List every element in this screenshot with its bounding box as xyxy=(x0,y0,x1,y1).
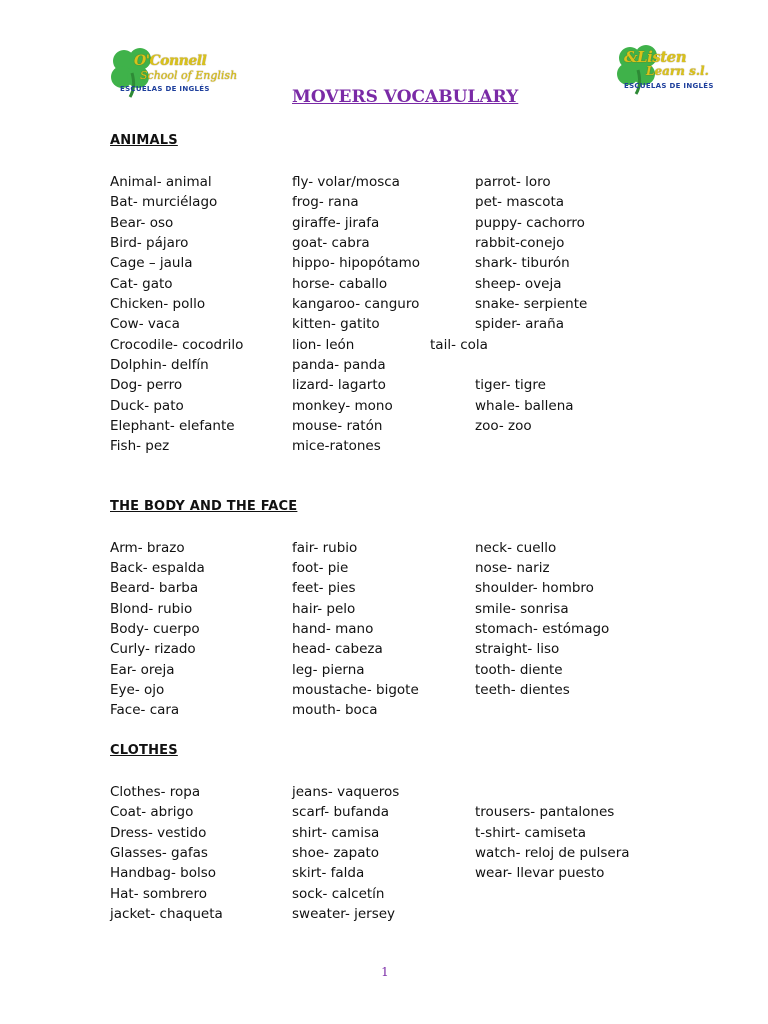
vocab-entry: Crocodile- cocodrilo xyxy=(110,337,244,353)
vocab-entry: Glasses- gafas xyxy=(110,845,208,861)
vocab-entry: shark- tiburón xyxy=(475,255,570,271)
vocab-entry: whale- ballena xyxy=(475,398,574,414)
vocab-entry: Fish- pez xyxy=(110,438,170,454)
section-heading-body-face: THE BODY AND THE FACE xyxy=(110,499,298,514)
vocab-entry: monkey- mono xyxy=(292,398,393,414)
logo-left-line2: School of English xyxy=(140,69,238,82)
vocab-entry: tail- cola xyxy=(430,337,488,353)
vocab-entry: Back- espalda xyxy=(110,560,205,576)
list-item xyxy=(0,315,768,333)
vocab-entry: leg- pierna xyxy=(292,662,365,678)
vocab-entry: teeth- dientes xyxy=(475,682,570,698)
vocab-entry: Coat- abrigo xyxy=(110,804,194,820)
list-item xyxy=(0,824,768,842)
vocab-entry: shoulder- hombro xyxy=(475,580,594,596)
list-item xyxy=(0,844,768,862)
vocab-entry: skirt- falda xyxy=(292,865,365,881)
vocab-entry: Ear- oreja xyxy=(110,662,175,678)
list-item xyxy=(0,397,768,415)
list-item xyxy=(0,376,768,394)
vocab-entry: lizard- lagarto xyxy=(292,377,386,393)
list-item xyxy=(0,539,768,557)
vocab-entry: hippo- hipopótamo xyxy=(292,255,421,271)
list-item xyxy=(0,254,768,272)
list-item xyxy=(0,803,768,821)
vocab-entry: lion- león xyxy=(292,337,355,353)
vocab-entry: Duck- pato xyxy=(110,398,184,414)
vocab-entry: Blond- rubio xyxy=(110,601,193,617)
vocab-entry: Dolphin- delfín xyxy=(110,357,209,373)
list-item xyxy=(0,783,768,801)
vocab-entry: scarf- bufanda xyxy=(292,804,390,820)
vocab-entry: neck- cuello xyxy=(475,540,557,556)
vocab-entry: foot- pie xyxy=(292,560,349,576)
page-title: MOVERS VOCABULARY xyxy=(292,87,519,107)
list-item xyxy=(0,681,768,699)
logo-right-line2: Learn s.l. xyxy=(646,64,709,78)
vocab-entry: Chicken- pollo xyxy=(110,296,206,312)
vocab-entry: goat- cabra xyxy=(292,235,370,251)
vocab-entry: kangaroo- canguro xyxy=(292,296,420,312)
vocab-entry: head- cabeza xyxy=(292,641,383,657)
vocab-entry: Elephant- elefante xyxy=(110,418,235,434)
vocab-entry: Clothes- ropa xyxy=(110,784,201,800)
vocab-entry: Beard- barba xyxy=(110,580,199,596)
vocab-entry: mouth- boca xyxy=(292,702,378,718)
vocab-entry: wear- llevar puesto xyxy=(475,865,605,881)
oconnell-logo xyxy=(110,47,238,99)
list-item xyxy=(0,600,768,618)
vocab-entry: shoe- zapato xyxy=(292,845,380,861)
vocab-entry: moustache- bigote xyxy=(292,682,419,698)
vocab-entry: fair- rubio xyxy=(292,540,358,556)
vocab-entry: watch- reloj de pulsera xyxy=(475,845,630,861)
vocab-entry: jeans- vaqueros xyxy=(292,784,400,800)
list-item xyxy=(0,214,768,232)
vocab-entry: Cat- gato xyxy=(110,276,173,292)
vocab-entry: puppy- cachorro xyxy=(475,215,585,231)
vocab-entry: shirt- camisa xyxy=(292,825,380,841)
section-heading-clothes: CLOTHES xyxy=(110,743,178,758)
vocab-entry: mice-ratones xyxy=(292,438,381,454)
vocab-entry: kitten- gatito xyxy=(292,316,380,332)
vocab-entry: t-shirt- camiseta xyxy=(475,825,587,841)
list-item xyxy=(0,579,768,597)
list-item xyxy=(0,905,768,923)
vocab-entry: Bird- pájaro xyxy=(110,235,189,251)
vocab-entry: straight- liso xyxy=(475,641,560,657)
vocab-entry: giraffe- jirafa xyxy=(292,215,380,231)
vocab-entry: sock- calcetín xyxy=(292,886,385,902)
list-item xyxy=(0,640,768,658)
vocab-entry: jacket- chaqueta xyxy=(110,906,223,922)
list-item xyxy=(0,336,768,354)
vocab-entry: stomach- estómago xyxy=(475,621,610,637)
logo-left-sub: ESCUELAS DE INGLÉS xyxy=(120,85,210,93)
vocab-entry: Face- cara xyxy=(110,702,180,718)
vocab-entry: Eye- ojo xyxy=(110,682,165,698)
list-item xyxy=(0,559,768,577)
vocab-entry: Handbag- bolso xyxy=(110,865,216,881)
vocab-entry: panda- panda xyxy=(292,357,386,373)
vocab-entry: smile- sonrisa xyxy=(475,601,569,617)
vocab-entry: Arm- brazo xyxy=(110,540,185,556)
list-item xyxy=(0,295,768,313)
vocab-entry: Hat- sombrero xyxy=(110,886,207,902)
vocab-entry: hair- pelo xyxy=(292,601,356,617)
section-heading-animals: ANIMALS xyxy=(110,133,178,148)
list-item xyxy=(0,193,768,211)
vocab-entry: Cow- vaca xyxy=(110,316,180,332)
vocab-entry: Dress- vestido xyxy=(110,825,207,841)
vocab-entry: feet- pies xyxy=(292,580,356,596)
vocab-entry: Curly- rizado xyxy=(110,641,196,657)
page-number: 1 xyxy=(381,965,389,979)
logo-right-line1: &Listen xyxy=(624,48,687,66)
vocab-entry: sweater- jersey xyxy=(292,906,396,922)
vocab-entry: nose- nariz xyxy=(475,560,550,576)
vocab-entry: zoo- zoo xyxy=(475,418,532,434)
vocab-entry: trousers- pantalones xyxy=(475,804,615,820)
list-item xyxy=(0,275,768,293)
list-item xyxy=(0,417,768,435)
vocab-entry: fly- volar/mosca xyxy=(292,174,400,190)
vocab-entry: spider- araña xyxy=(475,316,565,332)
list-item xyxy=(0,356,768,374)
vocab-entry: Body- cuerpo xyxy=(110,621,200,637)
vocab-entry: frog- rana xyxy=(292,194,359,210)
vocab-entry: tooth- diente xyxy=(475,662,563,678)
list-item xyxy=(0,173,768,191)
list-item xyxy=(0,864,768,882)
list-item xyxy=(0,620,768,638)
vocab-entry: hand- mano xyxy=(292,621,374,637)
vocab-entry: pet- mascota xyxy=(475,194,565,210)
list-item xyxy=(0,661,768,679)
list-item xyxy=(0,701,768,719)
logo-left-line1: O'Connell xyxy=(134,53,207,69)
list-item xyxy=(0,885,768,903)
vocab-entry: Dog- perro xyxy=(110,377,183,393)
vocab-entry: rabbit-conejo xyxy=(475,235,565,251)
list-item xyxy=(0,437,768,455)
vocab-entry: tiger- tigre xyxy=(475,377,546,393)
vocab-entry: sheep- oveja xyxy=(475,276,562,292)
vocab-entry: mouse- ratón xyxy=(292,418,383,434)
list-item xyxy=(0,234,768,252)
logo-right-sub: ESCUELAS DE INGLÉS xyxy=(624,82,714,90)
vocab-entry: Animal- animal xyxy=(110,174,212,190)
vocab-entry: Bat- murciélago xyxy=(110,194,218,210)
vocab-entry: Cage – jaula xyxy=(110,255,193,271)
vocab-entry: horse- caballo xyxy=(292,276,388,292)
listen-learn-logo xyxy=(610,44,728,96)
vocab-entry: parrot- loro xyxy=(475,174,551,190)
vocab-entry: Bear- oso xyxy=(110,215,174,231)
vocab-entry: snake- serpiente xyxy=(475,296,588,312)
